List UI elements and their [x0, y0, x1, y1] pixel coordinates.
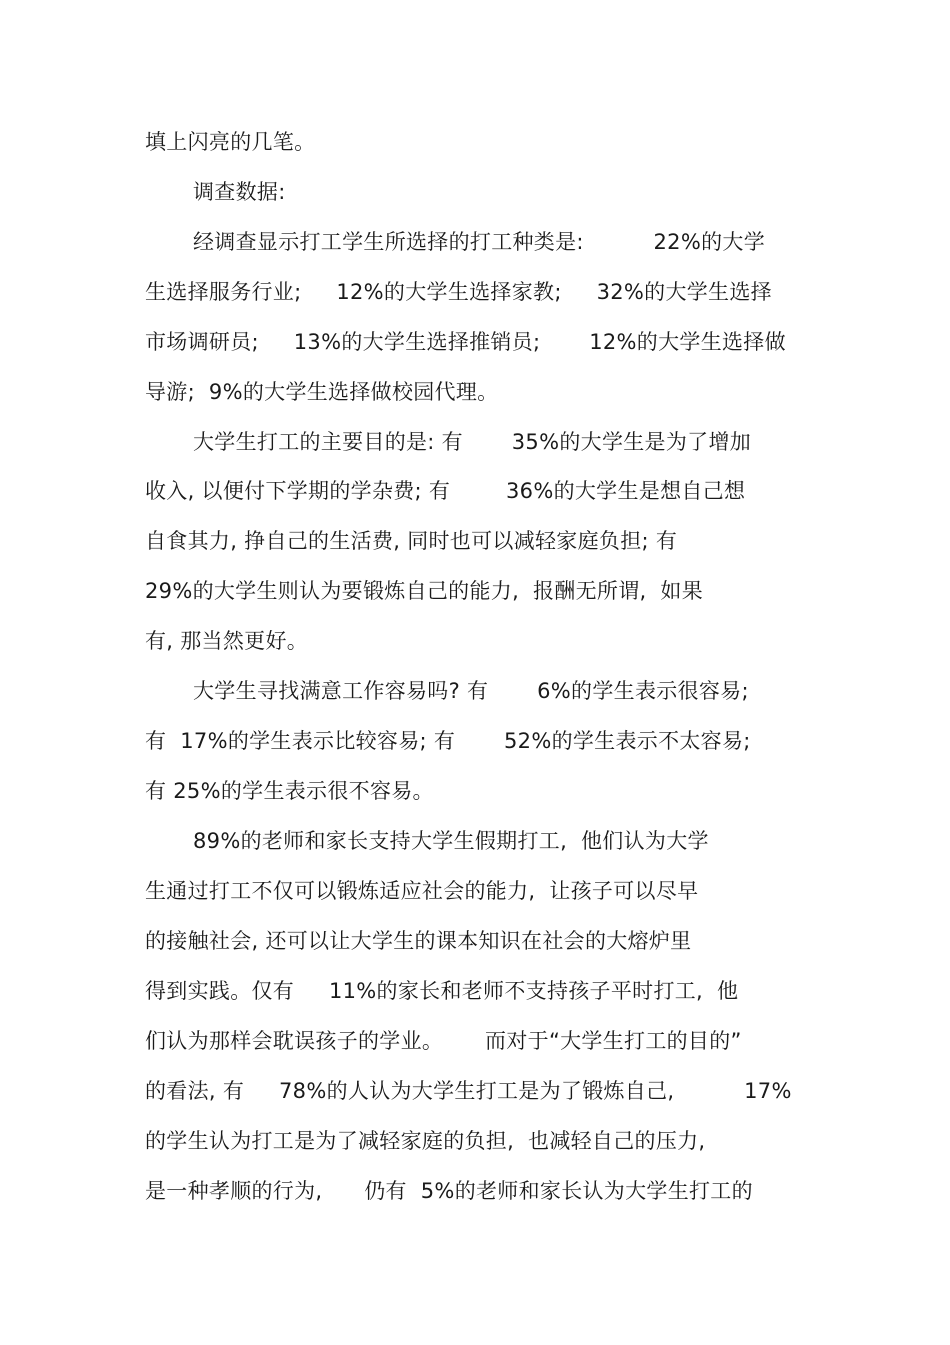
text-line-21: 的学生认为打工是为了减轻家庭的负担, 也减轻自己的压力,	[145, 1129, 706, 1153]
text-line-3: 经调查显示打工学生所选择的打工种类是: 22%的大学	[193, 230, 766, 254]
text-line-18: 得到实践。仅有 11%的家长和老师不支持孩子平时打工, 他	[145, 979, 739, 1003]
text-line-14: 有 25%的学生表示很不容易。	[145, 779, 434, 803]
text-line-2: 调查数据:	[193, 180, 286, 204]
text-line-16: 生通过打工不仅可以锻炼适应社会的能力, 让孩子可以尽早	[145, 879, 699, 903]
text-line-22: 是一种孝顺的行为, 仍有 5%的老师和家长认为大学生打工的	[145, 1179, 753, 1203]
text-line-6: 导游; 9%的大学生选择做校园代理。	[145, 380, 499, 404]
text-line-9: 自食其力, 挣自己的生活费, 同时也可以减轻家庭负担; 有	[145, 529, 678, 553]
text-line-20: 的看法, 有 78%的人认为大学生打工是为了锻炼自己, 17%	[145, 1079, 792, 1103]
text-line-5: 市场调研员; 13%的大学生选择推销员; 12%的大学生选择做	[145, 330, 786, 354]
text-line-12: 大学生寻找满意工作容易吗? 有 6%的学生表示很容易;	[193, 679, 749, 703]
text-line-15: 89%的老师和家长支持大学生假期打工, 他们认为大学	[193, 829, 709, 853]
text-line-4: 生选择服务行业; 12%的大学生选择家教; 32%的大学生选择	[145, 280, 772, 304]
text-line-8: 收入, 以便付下学期的学杂费; 有 36%的大学生是想自己想	[145, 479, 746, 503]
text-line-7: 大学生打工的主要目的是: 有 35%的大学生是为了增加	[193, 430, 752, 454]
text-line-19: 们认为那样会耽误孩子的学业。 而对于“大学生打工的目的”	[145, 1029, 742, 1053]
text-line-10: 29%的大学生则认为要锻炼自己的能力, 报酬无所谓, 如果	[145, 579, 704, 603]
text-line-17: 的接触社会, 还可以让大学生的课本知识在社会的大熔炉里	[145, 929, 692, 953]
text-line-1: 填上闪亮的几笔。	[145, 130, 316, 154]
text-line-11: 有, 那当然更好。	[145, 629, 309, 653]
text-line-13: 有 17%的学生表示比较容易; 有 52%的学生表示不太容易;	[145, 729, 751, 753]
